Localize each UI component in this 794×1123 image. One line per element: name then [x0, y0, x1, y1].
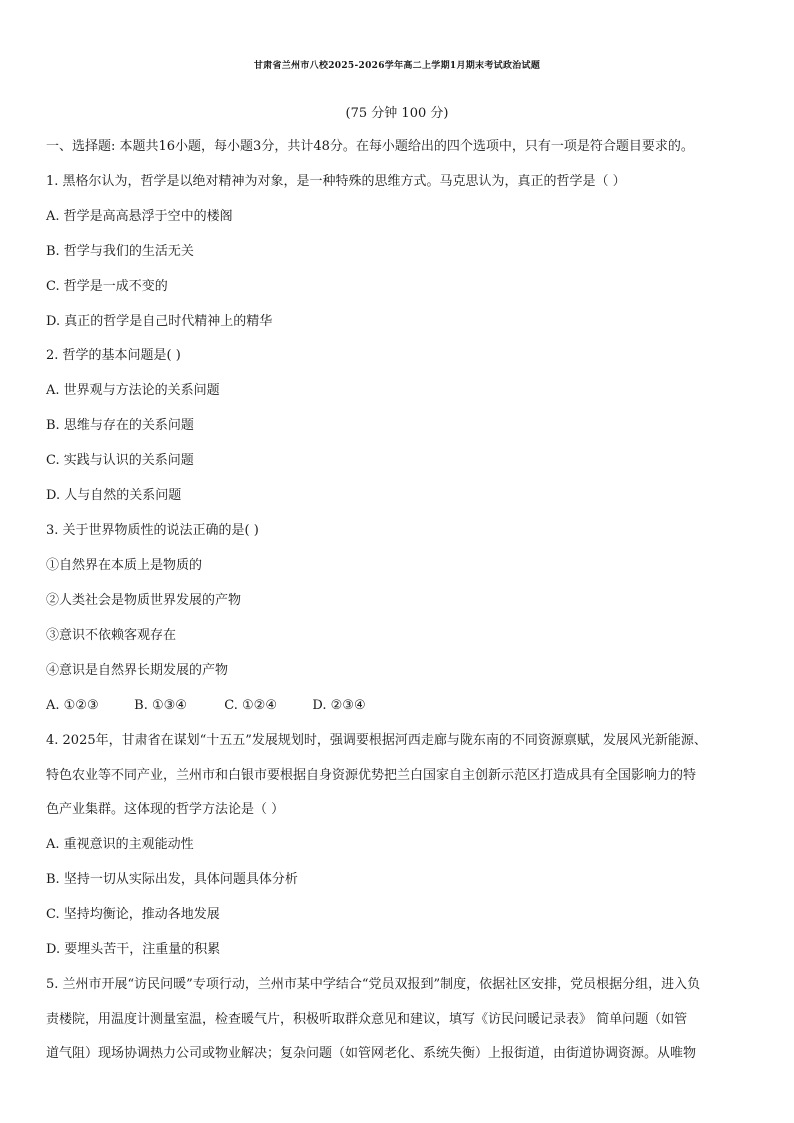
question-4-stem-line-3: 色产业集群。这体现的哲学方法论是（ ）: [46, 802, 285, 817]
question-3-option-b: B. ①③④: [134, 698, 187, 713]
question-4-stem-line-2: 特色农业等不同产业，兰州市和白银市要根据自身资源优势把兰白国家自主创新示范区打造成具有全国影响力的特: [46, 768, 697, 783]
question-3-options: [46, 697, 366, 715]
page-title: 甘肃省兰州市八校2025-2026学年高二上学期1月期末考试政治试题: [253, 61, 541, 71]
question-3-statement-1: ①自然界在本质上是物质的: [46, 558, 203, 573]
question-4-option-b: B. 坚持一切从实际出发，具体问题具体分析: [46, 872, 298, 887]
question-1-option-a: A. 哲学是高高悬浮于空中的楼阁: [46, 209, 233, 224]
question-5-stem-line-3: 道气阻）现场协调热力公司或物业解决；复杂问题（如管网老化、系统失衡）上报街道，由街道协调资源。从唯物: [46, 1046, 697, 1061]
question-1-option-c: C. 哲学是一成不变的: [46, 279, 168, 294]
question-3-option-c: C. ①②④: [224, 698, 277, 713]
question-3-statement-4: ④意识是自然界长期发展的产物: [46, 663, 229, 678]
question-4-option-d: D. 要埋头苦干，注重量的积累: [46, 942, 221, 957]
question-4-stem-line-1: 4. 2025年，甘肃省在谋划“十五五”发展规划时，强调要根据河西走廊与陇东南的不同资源禀赋，发展风光新能源、: [46, 733, 707, 748]
question-2-option-a: A. 世界观与方法论的关系问题: [46, 383, 220, 398]
question-2-option-b: B. 思维与存在的关系问题: [46, 418, 194, 433]
question-2-option-d: D. 人与自然的关系问题: [46, 488, 182, 503]
question-3-option-a: A. ①②③: [46, 698, 99, 713]
question-1-option-d: D. 真正的哲学是自己时代精神上的精华: [46, 314, 273, 329]
question-2-option-c: C. 实践与认识的关系问题: [46, 453, 194, 468]
question-5-stem-line-2: 责楼院，用温度计测量室温，检查暖气片，积极听取群众意见和建议，填写《访民问暖记录表》 简单问题（如管: [46, 1012, 688, 1027]
question-4-option-a: A. 重视意识的主观能动性: [46, 837, 194, 852]
exam-duration-score: (75 分钟 100 分): [345, 106, 449, 121]
question-1-stem: 1. 黑格尔认为，哲学是以绝对精神为对象，是一种特殊的思维方式。马克思认为，真正的哲学是（ ）: [46, 174, 626, 189]
question-1-option-b: B. 哲学与我们的生活无关: [46, 244, 194, 259]
question-3-stem: 3. 关于世界物质性的说法正确的是( ): [46, 523, 259, 538]
question-2-stem: 2. 哲学的基本问题是( ): [46, 348, 181, 363]
question-3-option-d: D. ②③④: [312, 698, 366, 713]
question-5-stem-line-1: 5. 兰州市开展“访民问暖”专项行动，兰州市某中学结合“党员双报到”制度，依据社区安排，党员根据分组，进入负: [46, 977, 701, 992]
question-3-statement-2: ②人类社会是物质世界发展的产物: [46, 593, 242, 608]
section-heading: 一、选择题: 本题共16小题，每小题3分，共计48分。在每小题给出的四个选项中，只有一项是符合题目要求的。: [46, 139, 694, 154]
question-3-statement-3: ③意识不依赖客观存在: [46, 628, 177, 643]
question-4-option-c: C. 坚持均衡论，推动各地发展: [46, 907, 220, 922]
